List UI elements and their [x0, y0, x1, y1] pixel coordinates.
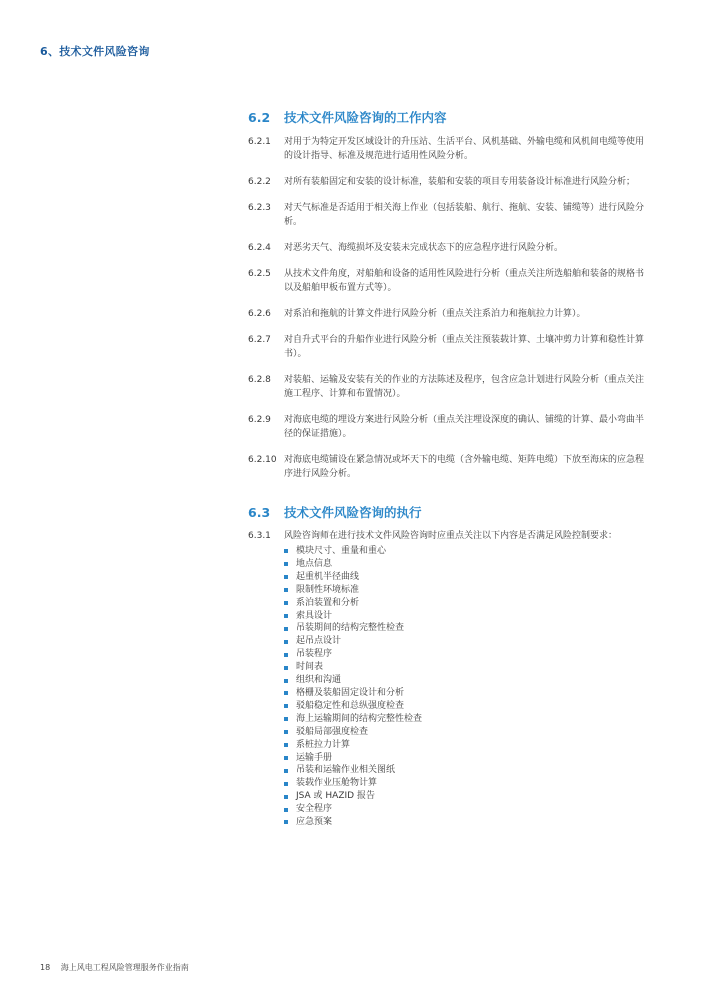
list-item — [284, 713, 648, 726]
list-item — [284, 777, 648, 790]
square-bullet-icon — [284, 588, 288, 592]
list-item — [284, 622, 648, 635]
square-bullet-icon — [284, 730, 288, 734]
list-item-text: 索具设计 — [296, 610, 333, 621]
square-bullet-icon — [284, 717, 288, 721]
requirements-list — [284, 545, 648, 829]
list-item-text: 应急预案 — [296, 817, 333, 828]
list-item-text: 地点信息 — [296, 558, 333, 569]
list-item — [284, 558, 648, 571]
list-item-text: 吊装期间的结构完整性检查 — [296, 623, 405, 634]
clause-item — [248, 413, 648, 441]
clause-text: 从技术文件角度，对船舶和设备的适用性风险进行分析（重点关注所选船舶和装备的规格书以及船舶甲板布置方式等）。 — [284, 269, 645, 293]
square-bullet-icon — [284, 808, 288, 812]
clause-number: 6.2.4 — [248, 243, 271, 253]
list-item — [284, 700, 648, 713]
clause-text: 对系泊和拖航的计算文件进行风险分析（重点关注系泊力和拖航拉力计算）。 — [284, 309, 586, 319]
list-item-text: 系桩拉力计算 — [296, 739, 351, 750]
footer-doc-title: 海上风电工程风险管理服务作业指南 — [60, 963, 189, 972]
list-item-text: 格栅及装船固定设计和分析 — [296, 687, 405, 698]
section-number: 6.3 — [248, 505, 271, 520]
clause-number: 6.2.3 — [248, 203, 271, 213]
section-title: 技术文件风险咨询的工作内容 — [284, 110, 447, 125]
square-bullet-icon — [284, 614, 288, 618]
list-item-text: 海上运输期间的结构完整性检查 — [296, 713, 423, 724]
list-item — [284, 752, 648, 765]
square-bullet-icon — [284, 601, 288, 605]
list-item — [284, 674, 648, 687]
list-item-text: 起重机半径曲线 — [296, 571, 360, 582]
section-6-2-heading — [248, 108, 648, 126]
list-item — [284, 726, 648, 739]
clause-number: 6.2.5 — [248, 269, 271, 279]
square-bullet-icon — [284, 782, 288, 786]
square-bullet-icon — [284, 704, 288, 708]
square-bullet-icon — [284, 679, 288, 683]
square-bullet-icon — [284, 756, 288, 760]
list-item-text: 时间表 — [296, 662, 324, 673]
list-item — [284, 687, 648, 700]
clause-text: 对所有装船固定和安装的设计标准，装船和安装的项目专用装备设计标准进行风险分析； — [284, 177, 636, 187]
section-6-2-items — [248, 135, 648, 481]
clause-text: 对天气标准是否适用于相关海上作业（包括装船、航行、拖航、安装、铺缆等）进行风险分析。 — [284, 203, 645, 227]
list-item-text: 装载作业压舱物计算 — [296, 778, 378, 789]
running-header-title: 6、技术文件风险咨询 — [40, 45, 150, 58]
clause-number: 6.2.6 — [248, 309, 271, 319]
square-bullet-icon — [284, 743, 288, 747]
list-item-text: 驳船局部强度检查 — [296, 726, 369, 737]
clause-number: 6.2.9 — [248, 415, 271, 425]
clause-number: 6.2.10 — [248, 455, 277, 465]
clause-number: 6.3.1 — [248, 531, 271, 541]
clause-number: 6.2.8 — [248, 375, 271, 385]
clause-item — [248, 333, 648, 361]
clause-text: 对海底电缆的埋设方案进行风险分析（重点关注埋设深度的确认、铺缆的计算、最小弯曲半径的保证措施）。 — [284, 415, 645, 439]
clause-item — [248, 135, 648, 163]
list-item-text: 驳船稳定性和总纵强度检查 — [296, 700, 405, 711]
clause-text: 对自升式平台的升船作业进行风险分析（重点关注预装载计算、土壤冲剪力计算和稳性计算书）。 — [284, 335, 645, 359]
main-content — [248, 108, 648, 829]
list-item — [284, 610, 648, 623]
clause-item — [248, 373, 648, 401]
list-item-text: 限制性环境标准 — [296, 584, 360, 595]
list-item — [284, 790, 648, 803]
list-item — [284, 571, 648, 584]
section-6-3-heading — [248, 503, 648, 521]
list-item — [284, 739, 648, 752]
list-item — [284, 803, 648, 816]
clause-item — [248, 267, 648, 295]
square-bullet-icon — [284, 575, 288, 579]
section-title: 技术文件风险咨询的执行 — [284, 505, 422, 520]
list-item-text: 系泊装置和分析 — [296, 597, 360, 608]
square-bullet-icon — [284, 769, 288, 773]
clause-item — [248, 201, 648, 229]
list-item — [284, 648, 648, 661]
square-bullet-icon — [284, 666, 288, 670]
list-item — [284, 661, 648, 674]
clause-6-3-1 — [248, 529, 648, 543]
square-bullet-icon — [284, 820, 288, 824]
list-item-text: 吊装和运输作业相关图纸 — [296, 765, 396, 776]
list-item — [284, 597, 648, 610]
list-item-text: 组织和沟通 — [296, 675, 342, 686]
list-item-text: 安全程序 — [296, 804, 333, 815]
clause-item — [248, 175, 648, 189]
list-item-text: 起吊点设计 — [296, 636, 342, 647]
clause-number: 6.2.1 — [248, 137, 271, 147]
clause-text: 对装船、运输及安装有关的作业的方法陈述及程序，包含应急计划进行风险分析（重点关注施工程序、计算和布置情况）。 — [284, 375, 645, 399]
square-bullet-icon — [284, 562, 288, 566]
list-item-text: 吊装程序 — [296, 649, 333, 660]
list-item — [284, 545, 648, 558]
square-bullet-icon — [284, 627, 288, 631]
clause-text: 对海底电缆铺设在紧急情况或坏天下的电缆（含外输电缆、矩阵电缆）下放至海床的应急程序进行风险分析。 — [284, 455, 645, 479]
list-item — [284, 764, 648, 777]
clause-item — [248, 307, 648, 321]
clause-item — [248, 241, 648, 255]
page-number: 18 — [40, 963, 51, 972]
list-item — [284, 816, 648, 829]
list-item — [284, 584, 648, 597]
list-item-text: JSA 或 HAZID 报告 — [296, 791, 375, 802]
square-bullet-icon — [284, 640, 288, 644]
square-bullet-icon — [284, 549, 288, 553]
section-number: 6.2 — [248, 110, 271, 125]
clause-number: 6.2.2 — [248, 177, 271, 187]
list-item — [284, 635, 648, 648]
square-bullet-icon — [284, 795, 288, 799]
clause-text: 对恶劣天气、海缆损坏及安装未完成状态下的应急程序进行风险分析。 — [284, 243, 564, 253]
clause-item — [248, 453, 648, 481]
page-footer — [40, 962, 189, 973]
clause-text: 风险咨询师在进行技术文件风险咨询时应重点关注以下内容是否满足风险控制要求： — [284, 531, 618, 541]
list-item-text: 运输手册 — [296, 752, 333, 763]
list-item-text: 模块尺寸、重量和重心 — [296, 546, 387, 556]
clause-number: 6.2.7 — [248, 335, 271, 345]
square-bullet-icon — [284, 653, 288, 657]
square-bullet-icon — [284, 691, 288, 695]
clause-text: 对用于为特定开发区域设计的升压站、生活平台、风机基础、外输电缆和风机间电缆等使用的设计指导、标准及规范进行适用性风险分析。 — [284, 137, 645, 161]
